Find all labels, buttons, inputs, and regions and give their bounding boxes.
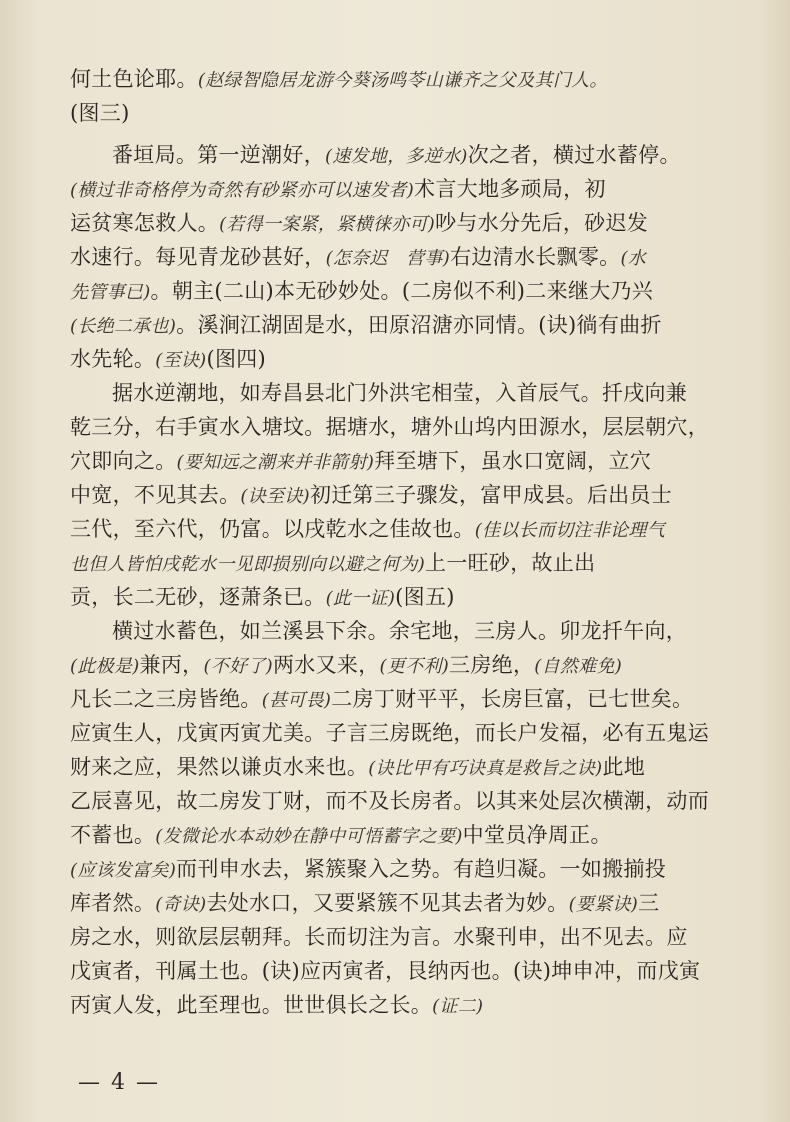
text-line <box>70 954 720 988</box>
text-line <box>70 512 720 546</box>
paragraph <box>70 62 720 130</box>
text-line <box>70 376 720 410</box>
annotation-text: (横过非奇格停为奇然有砂紧亦可以速发者) <box>70 180 415 201</box>
body-text-run: 而刊申水去，紧簇聚入之势。有趋归凝。一如搬揃投 <box>176 857 667 881</box>
annotation-text: (此一证) <box>325 588 396 609</box>
body-text-run: 三房绝， <box>449 653 535 677</box>
body-text-run: 据水逆潮地，如寿昌县北门外洪宅相莹，入首辰气。扦戌向兼 <box>112 381 688 405</box>
body-text-run: 二房丁财平平，长房巨富，已七世矣。 <box>331 687 694 711</box>
body-text-run: 库者然。 <box>70 891 156 915</box>
body-text-run: 乙辰喜见，故二房发丁财，而不及长房者。以其来处层次横潮，动而 <box>70 789 709 813</box>
body-text-run: 中堂员净周正。 <box>462 823 612 847</box>
text-line <box>70 988 720 1022</box>
text-line <box>70 546 720 580</box>
text-line <box>70 784 720 818</box>
body-text-run: 吵与水分先后，砂迟发 <box>435 211 649 235</box>
annotation-text: (至诀) <box>155 350 207 371</box>
text-line <box>70 96 720 130</box>
body-text-run: 番垣局。第一逆潮好， <box>112 143 325 167</box>
text-line <box>70 444 720 478</box>
text-line <box>70 682 720 716</box>
body-text-run: 贡，长二无砂，逐萧条已。 <box>70 585 326 609</box>
annotation-text: (诀至诀) <box>240 486 310 507</box>
text-line <box>70 138 720 172</box>
text-line <box>70 240 720 274</box>
annotation-text: (应该发富矣) <box>70 860 177 881</box>
text-line <box>70 716 720 750</box>
text-line <box>70 818 720 852</box>
body-text-run: (图四) <box>206 347 267 371</box>
body-text-run: 凡长二之三房皆绝。 <box>70 687 262 711</box>
text-line <box>70 886 720 920</box>
text-line <box>70 478 720 512</box>
body-text-run: 丙寅人发，此至理也。世世俱长之长。 <box>70 993 433 1017</box>
text-line <box>70 308 720 342</box>
body-text-run: 初迁第三子骤发，富甲成县。后出员士 <box>309 483 673 507</box>
body-text-run: 穴即向之。 <box>70 449 177 473</box>
body-text-run: 拜至塘下，虽水口宽阔，立穴 <box>374 449 652 473</box>
annotation-text: 先管事已) <box>70 282 151 303</box>
body-text-run: 兼丙， <box>139 653 204 677</box>
text-line <box>70 852 720 886</box>
annotation-text: (怎奈迟 营事) <box>325 248 451 269</box>
annotation-text: (水 <box>620 248 647 269</box>
paragraph <box>70 138 720 376</box>
annotation-text: (速发地，多逆水) <box>325 146 468 167</box>
body-text-run: 何土色论耶。 <box>70 67 198 91</box>
text-line <box>70 410 720 444</box>
page-number: — 4 — <box>78 1070 160 1095</box>
text-line <box>70 920 720 954</box>
annotation-text: (不好了) <box>203 656 273 677</box>
body-text-run: 。朝主(二山)本无砂妙处。(二房似不利)二来继大乃兴 <box>150 279 654 303</box>
body-text-run: 次之者，横过水蓄停。 <box>467 143 681 167</box>
body-text-run: 三 <box>638 891 660 915</box>
body-text-run: 三代，至六代，仍富。以戌乾水之佳故也。 <box>70 517 475 541</box>
annotation-text: (奇诀) <box>155 894 207 915</box>
body-text-run: 水先轮。 <box>70 347 156 371</box>
annotation-text: (自然难免) <box>534 656 623 677</box>
body-text-run: 运贫寒怎救人。 <box>70 211 220 235</box>
body-text-run: 水速行。每见青龙砂甚好， <box>70 245 326 269</box>
body-text-run: 乾三分，右手寅水入塘坟。据塘水，塘外山坞内田源水，层层朝穴， <box>70 415 709 439</box>
text-line <box>70 274 720 308</box>
body-text-run: 术言大地多顽局，初 <box>414 177 606 201</box>
text-line <box>70 172 720 206</box>
body-text-run: 去处水口，又要紧簇不见其去者为妙。 <box>206 891 569 915</box>
body-text-run: 中宽，不见其去。 <box>70 483 241 507</box>
body-text-run: 财来之应，果然以谦贞水来也。 <box>70 755 369 779</box>
annotation-text: (长绝二承也) <box>70 316 177 337</box>
body-text-run: 戊寅者，刊属土也。(诀)应丙寅者，艮纳丙也。(诀)坤申冲，而戊寅 <box>70 959 701 983</box>
body-text-run: (图三) <box>70 101 130 125</box>
text-line <box>70 648 720 682</box>
annotation-text: (此极是) <box>70 656 140 677</box>
annotation-text: (赵绿智隐居龙游今葵汤鸣苓山谦齐之父及其门人。 <box>197 70 608 91</box>
body-text-run: 房之水，则欲层层朝拜。长而切注为言。水聚刊申，出不见去。应 <box>70 925 688 949</box>
annotation-text: (甚可畏) <box>261 690 332 711</box>
annotation-text: (证二) <box>432 996 484 1017</box>
annotation-text: (发微论水本动妙在静中可悟蓄字之要) <box>155 826 463 847</box>
text-line <box>70 206 720 240</box>
body-text-run: 横过水蓄色，如兰溪县下余。余宅地，三房人。卯龙扦午向， <box>112 619 688 643</box>
text-line <box>70 580 720 614</box>
text-line <box>70 614 720 648</box>
annotation-text: (佳以长而切注非论理气 <box>474 520 666 541</box>
text-line <box>70 62 720 96</box>
annotation-text: (要紧诀) <box>568 894 639 915</box>
body-text <box>70 62 720 1022</box>
annotation-text: (若得一案紧，紧横徕亦可) <box>219 214 436 235</box>
body-text-run: (图五) <box>395 585 455 609</box>
body-text-run: 。溪涧江湖固是水，田原沼溏亦同情。(诀)徜有曲折 <box>176 313 662 337</box>
body-text-run: 应寅生人，戊寅丙寅尤美。子言三房既绝，而长户发福，必有五鬼运 <box>70 721 709 745</box>
body-text-run: 上一旺砂，故止出 <box>425 551 596 575</box>
text-line <box>70 750 720 784</box>
paragraph <box>70 376 720 614</box>
body-text-run: 不蓄也。 <box>70 823 156 847</box>
text-line <box>70 342 720 376</box>
annotation-text: (要知远之潮来并非箭射) <box>176 452 375 473</box>
annotation-text: 也但人皆怕戌乾水一见即损别向以避之何为) <box>70 554 426 575</box>
annotation-text: (诀比甲有巧诀真是救旨之诀) <box>368 758 603 779</box>
body-text-run: 此地 <box>602 755 646 779</box>
annotation-text: (更不利) <box>379 656 450 677</box>
paragraph <box>70 614 720 1022</box>
body-text-run: 两水又来， <box>273 653 380 677</box>
body-text-run: 右边清水长飘零。 <box>450 245 621 269</box>
